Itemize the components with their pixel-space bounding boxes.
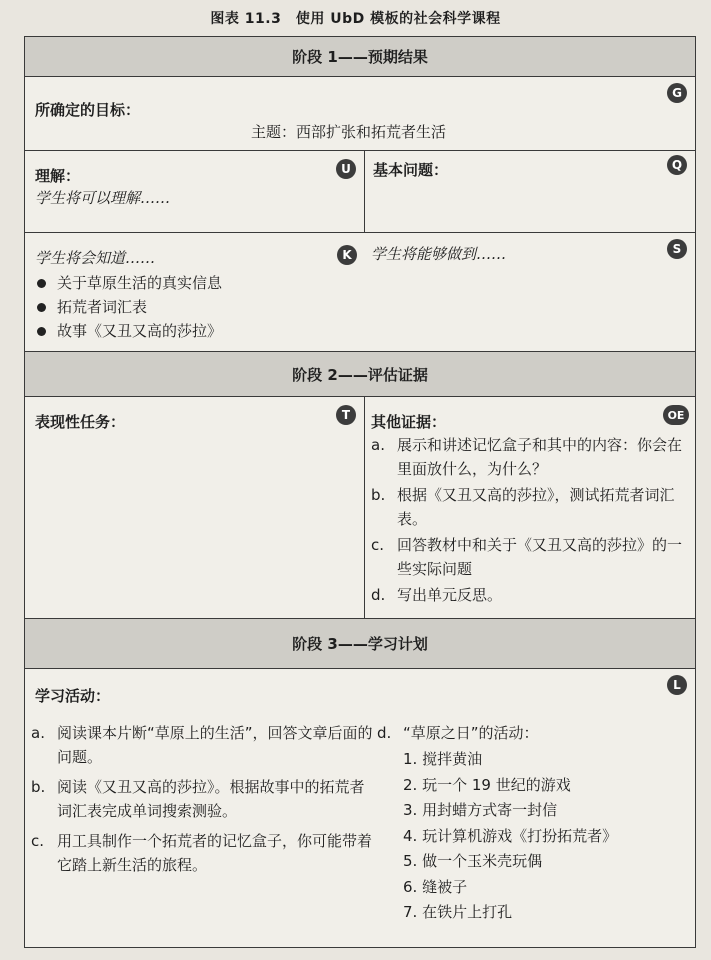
knowledge-item: 拓荒者词汇表	[35, 295, 222, 319]
skills-label: 学生将能够做到……	[371, 245, 507, 263]
evidence-row	[25, 397, 695, 619]
evidence-item	[371, 533, 693, 581]
knowledge-cell	[25, 233, 365, 351]
understanding-cell	[25, 151, 365, 232]
goals-label: 所确定的目标：	[35, 101, 141, 119]
prairie-day-marker: d.	[377, 724, 392, 742]
prairie-day-item: 7. 在铁片上打孔	[403, 903, 513, 921]
understanding-text: 学生将可以理解……	[35, 189, 171, 207]
evidence-item	[371, 433, 693, 481]
understanding-u-icon: U	[336, 159, 356, 179]
activity-marker: c.	[31, 832, 45, 850]
knowledge-k-icon: K	[337, 245, 357, 265]
prairie-day-item: 4. 玩计算机游戏《打扮拓荒者》	[403, 826, 618, 845]
essential-questions-q-icon: Q	[667, 155, 687, 175]
activity-marker: a.	[31, 724, 45, 742]
evidence-text: 写出单元反思。	[397, 586, 503, 604]
performance-tasks-t-icon: T	[336, 405, 356, 425]
stage2-header: 阶段 2——评估证据	[25, 351, 695, 397]
evidence-text: 根据《又丑又高的莎拉》，测试拓荒者词汇表。	[397, 486, 675, 528]
skills-s-icon: S	[667, 239, 687, 259]
evidence-marker: a.	[371, 436, 385, 454]
knowledge-label: 学生将会知道……	[35, 249, 156, 267]
prairie-day-item: 5. 做一个玉米壳玩偶	[403, 852, 543, 870]
learning-plan-row	[25, 669, 695, 946]
activity-marker: b.	[31, 778, 46, 796]
skills-cell	[365, 233, 695, 351]
goals-row	[25, 77, 695, 151]
understanding-label: 理解：	[35, 167, 81, 185]
essential-questions-label: 基本问题：	[373, 161, 449, 179]
knowledge-skills-row	[25, 233, 695, 351]
stage3-header: 阶段 3——学习计划	[25, 619, 695, 669]
prairie-day-item: 3. 用封蜡方式寄一封信	[403, 801, 558, 819]
prairie-day-title-line	[377, 721, 687, 745]
essential-questions-cell	[365, 151, 695, 232]
activity-text: 阅读《又丑又高的莎拉》。根据故事中的拓荒者词汇表完成单词搜索测验。	[57, 778, 365, 820]
prairie-day-item: 1. 搅拌黄油	[403, 750, 483, 768]
activity-item	[31, 721, 375, 769]
performance-tasks-cell	[25, 397, 365, 618]
prairie-day-item: 2. 玩一个 19 世纪的游戏	[403, 775, 571, 794]
evidence-text: 回答教材中和关于《又丑又高的莎拉》的一些实际问题	[397, 536, 683, 578]
evidence-item	[371, 483, 693, 531]
knowledge-list	[35, 271, 222, 343]
other-evidence-oe-icon: OE	[663, 405, 689, 425]
understanding-row	[25, 151, 695, 233]
figure-title: 图表 11.3 使用 UbD 模板的社会科学课程	[210, 11, 501, 27]
learning-l-icon: L	[667, 675, 687, 695]
goals-g-icon: G	[667, 83, 687, 103]
knowledge-item: 故事《又丑又高的莎拉》	[35, 319, 222, 343]
knowledge-item: 关于草原生活的真实信息	[35, 271, 222, 295]
activity-item	[31, 775, 375, 823]
performance-tasks-label: 表现性任务：	[35, 413, 126, 431]
learning-activities-label: 学习活动：	[35, 687, 111, 705]
prairie-day-item: 6. 缝被子	[403, 877, 468, 896]
prairie-day-title: “草原之日”的活动：	[403, 724, 539, 742]
stage1-header: 阶段 1——预期结果	[25, 37, 695, 77]
evidence-marker: b.	[371, 486, 386, 504]
activity-text: 用工具制作一个拓荒者的记忆盒子，你可能带着它踏上新生活的旅程。	[57, 832, 373, 874]
goals-topic: 主题：西部扩张和拓荒者生活	[251, 123, 447, 141]
activity-item	[31, 829, 375, 877]
evidence-text: 展示和讲述记忆盒子和其中的内容：你会在里面放什么，为什么？	[397, 436, 683, 478]
ubd-template-table	[24, 36, 696, 948]
prairie-day-list	[377, 747, 687, 926]
prairie-day-block	[377, 721, 687, 926]
evidence-marker: d.	[371, 586, 386, 604]
evidence-marker: c.	[371, 536, 385, 554]
activity-text: 阅读课本片断“草原上的生活”，回答文章后面的问题。	[57, 724, 373, 766]
other-evidence-label: 其他证据：	[371, 413, 447, 431]
other-evidence-cell	[365, 397, 695, 618]
evidence-item	[371, 583, 693, 607]
